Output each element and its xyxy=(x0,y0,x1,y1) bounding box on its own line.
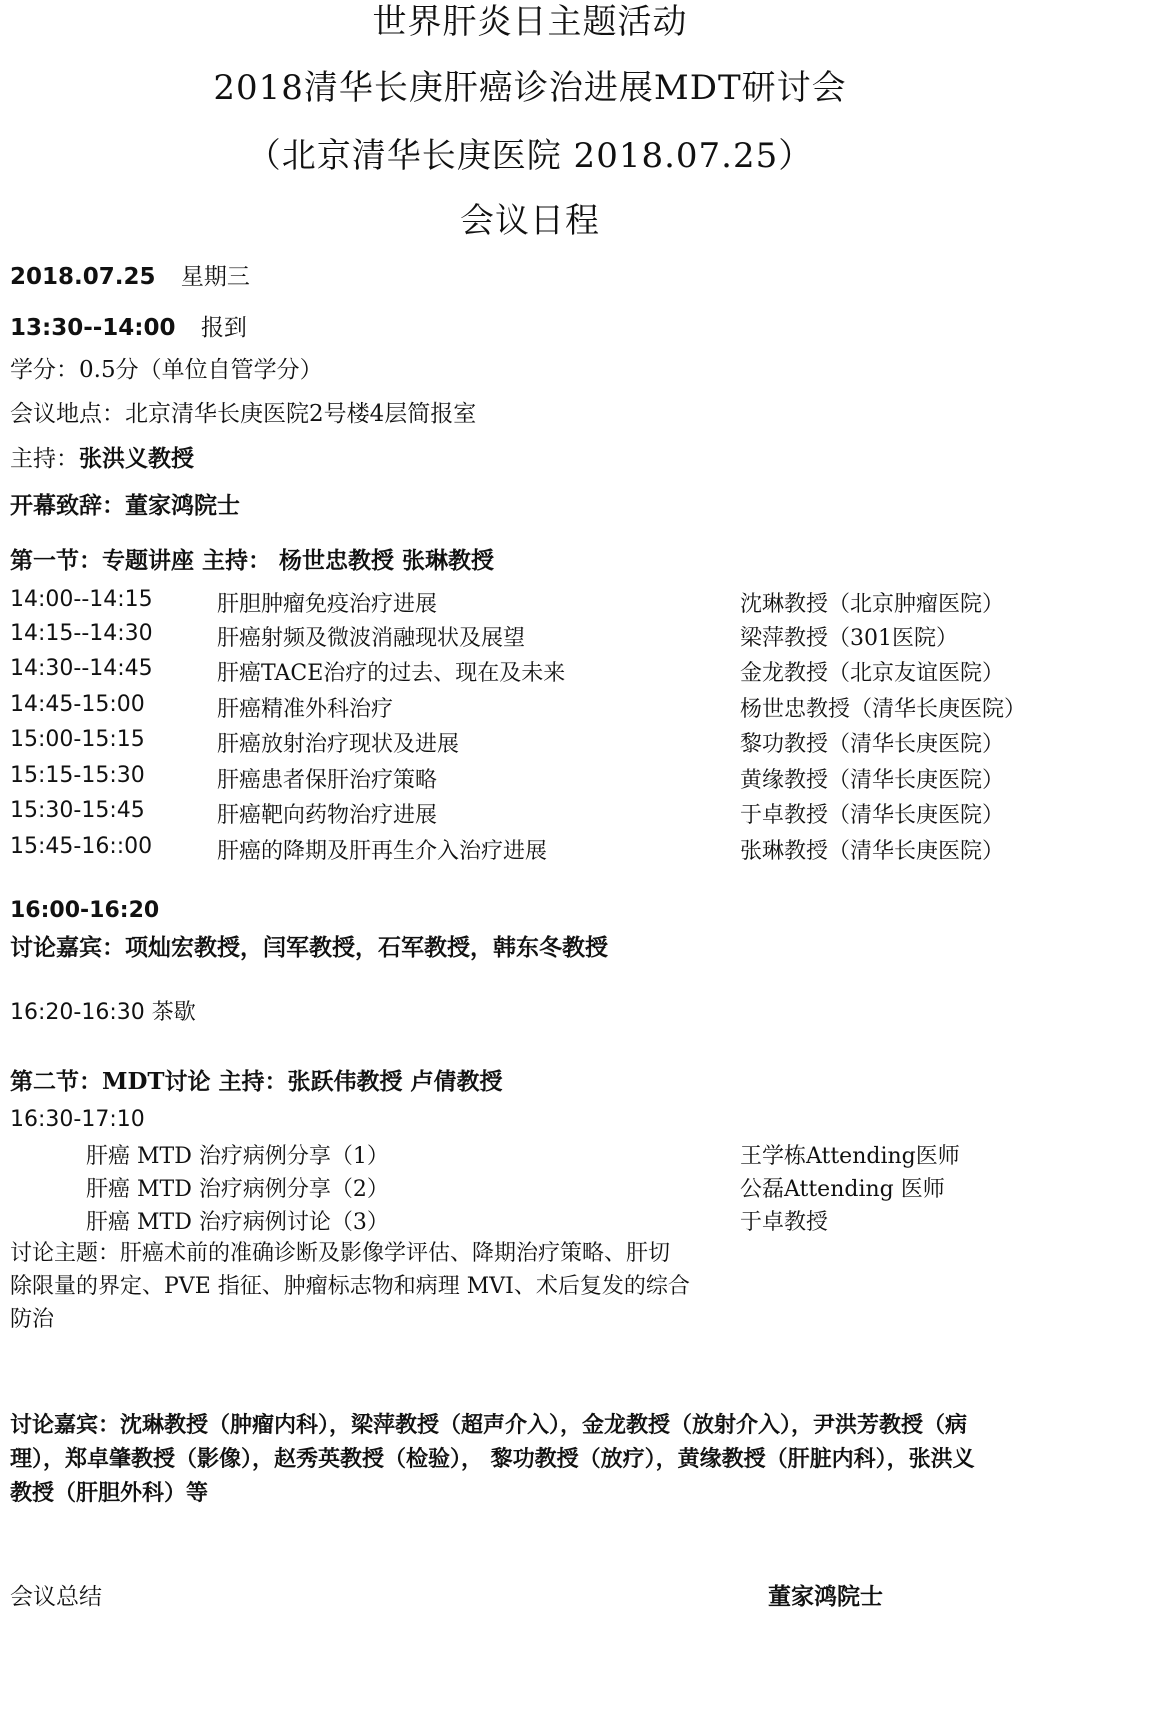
row-speaker: 于卓教授（清华长庚医院） xyxy=(740,803,1005,828)
case-topic: 肝癌 MTD 治疗病例讨论（3） xyxy=(86,1210,389,1235)
row-topic: 肝癌患者保肝治疗策略 xyxy=(217,768,438,793)
row-speaker: 张琳教授（清华长庚医院） xyxy=(740,839,1005,864)
discussion2-guests-line: 理），郑卓肇教授（影像），赵秀英教授（检验）， 黎功教授（放疗），黄缘教授（肝脏内科），张洪义 xyxy=(10,1446,975,1472)
row-time: 14:15--14:30 xyxy=(10,621,153,646)
discussion2-guests-line: 讨论嘉宾：沈琳教授（肿瘤内科），梁萍教授（超声介入），金龙教授（放射介入），尹洪芳教授（病 xyxy=(10,1412,968,1438)
schedule-row xyxy=(10,692,1150,726)
venue-line: 会议地点：北京清华长庚医院2号楼4层简报室 xyxy=(10,401,477,427)
registration-label: 报到 xyxy=(200,315,247,341)
discussion2-guests xyxy=(10,1408,1160,1510)
event-title: 世界肝炎日主题活动 xyxy=(372,2,688,42)
row-time: 15:15-15:30 xyxy=(10,763,145,788)
registration-line xyxy=(10,309,247,342)
row-topic: 肝癌精准外科治疗 xyxy=(217,697,394,722)
case-speaker: 公磊Attending 医师 xyxy=(740,1177,945,1202)
registration-time: 13:30--14:00 xyxy=(10,315,176,341)
case-row xyxy=(10,1205,1150,1239)
host-line xyxy=(10,440,194,473)
case-topic: 肝癌 MTD 治疗病例分享（1） xyxy=(86,1144,389,1169)
row-time: 15:45-16::00 xyxy=(10,834,153,859)
schedule-row xyxy=(10,587,1150,621)
date-line xyxy=(10,258,250,291)
symposium-title: 2018清华长庚肝癌诊治进展MDT研讨会 xyxy=(213,68,847,108)
row-time: 14:00--14:15 xyxy=(10,587,153,612)
row-topic: 肝癌TACE治疗的过去、现在及未来 xyxy=(217,661,566,686)
case-topic: 肝癌 MTD 治疗病例分享（2） xyxy=(86,1177,389,1202)
row-time: 15:30-15:45 xyxy=(10,798,145,823)
row-time: 14:30--14:45 xyxy=(10,656,153,681)
discussion1-guests: 讨论嘉宾：项灿宏教授，闫军教授，石军教授，韩东冬教授 xyxy=(10,934,608,961)
case-row xyxy=(10,1172,1150,1206)
row-topic: 肝癌放射治疗现状及进展 xyxy=(217,732,460,757)
row-speaker: 黄缘教授（清华长庚医院） xyxy=(740,768,1005,793)
row-time: 15:00-15:15 xyxy=(10,727,145,752)
weekday: 星期三 xyxy=(180,264,250,290)
schedule-row xyxy=(10,834,1150,868)
discussion-topics-line: 除限量的界定、PVE 指征、肿瘤标志物和病理 MVI、术后复发的综合 xyxy=(10,1274,690,1299)
discussion1-time: 16:00-16:20 xyxy=(10,898,160,923)
schedule-row xyxy=(10,727,1150,761)
host-name: 张洪义教授 xyxy=(79,445,194,472)
row-speaker: 金龙教授（北京友谊医院） xyxy=(740,661,1005,686)
section1-heading: 第一节：专题讲座 主持： 杨世忠教授 张琳教授 xyxy=(10,547,495,574)
row-time: 14:45-15:00 xyxy=(10,692,145,717)
row-topic: 肝癌的降期及肝再生介入治疗进展 xyxy=(217,839,548,864)
row-speaker: 黎功教授（清华长庚医院） xyxy=(740,732,1005,757)
agenda-title: 会议日程 xyxy=(460,201,600,241)
venue-date-title: （北京清华长庚医院 2018.07.25） xyxy=(246,136,814,176)
date-value: 2018.07.25 xyxy=(10,264,156,290)
discussion-topics-line: 讨论主题：肝癌术前的准确诊断及影像学评估、降期治疗策略、肝切 xyxy=(10,1241,671,1266)
schedule-row xyxy=(10,798,1150,832)
case-row xyxy=(10,1139,1150,1173)
tea-break: 16:20-16:30 茶歇 xyxy=(10,1000,196,1025)
row-speaker: 沈琳教授（北京肿瘤医院） xyxy=(740,592,1005,617)
case-speaker: 于卓教授 xyxy=(740,1210,829,1235)
schedule-row xyxy=(10,621,1150,655)
discussion-topics xyxy=(10,1237,750,1336)
row-topic: 肝癌靶向药物治疗进展 xyxy=(217,803,438,828)
discussion-topics-line: 防治 xyxy=(10,1307,55,1332)
row-topic: 肝癌射频及微波消融现状及展望 xyxy=(217,626,526,651)
schedule-row xyxy=(10,656,1150,690)
row-speaker: 梁萍教授（301医院） xyxy=(740,626,958,651)
credits-line: 学分：0.5分（单位自管学分） xyxy=(10,357,323,383)
summary-speaker: 董家鸿院士 xyxy=(768,1583,883,1610)
host-label: 主持： xyxy=(10,446,79,472)
row-topic: 肝胆肿瘤免疫治疗进展 xyxy=(217,592,438,617)
summary-label: 会议总结 xyxy=(10,1584,102,1610)
case-speaker: 王学栋Attending医师 xyxy=(740,1144,960,1169)
discussion2-guests-line: 教授（肝胆外科）等 xyxy=(10,1480,209,1506)
opening-remarks: 开幕致辞：董家鸿院士 xyxy=(10,492,240,519)
section2-time: 16:30-17:10 xyxy=(10,1107,145,1132)
section2-heading: 第二节：MDT讨论 主持：张跃伟教授 卢倩教授 xyxy=(10,1068,503,1095)
row-speaker: 杨世忠教授（清华长庚医院） xyxy=(740,697,1027,722)
schedule-row xyxy=(10,763,1150,797)
